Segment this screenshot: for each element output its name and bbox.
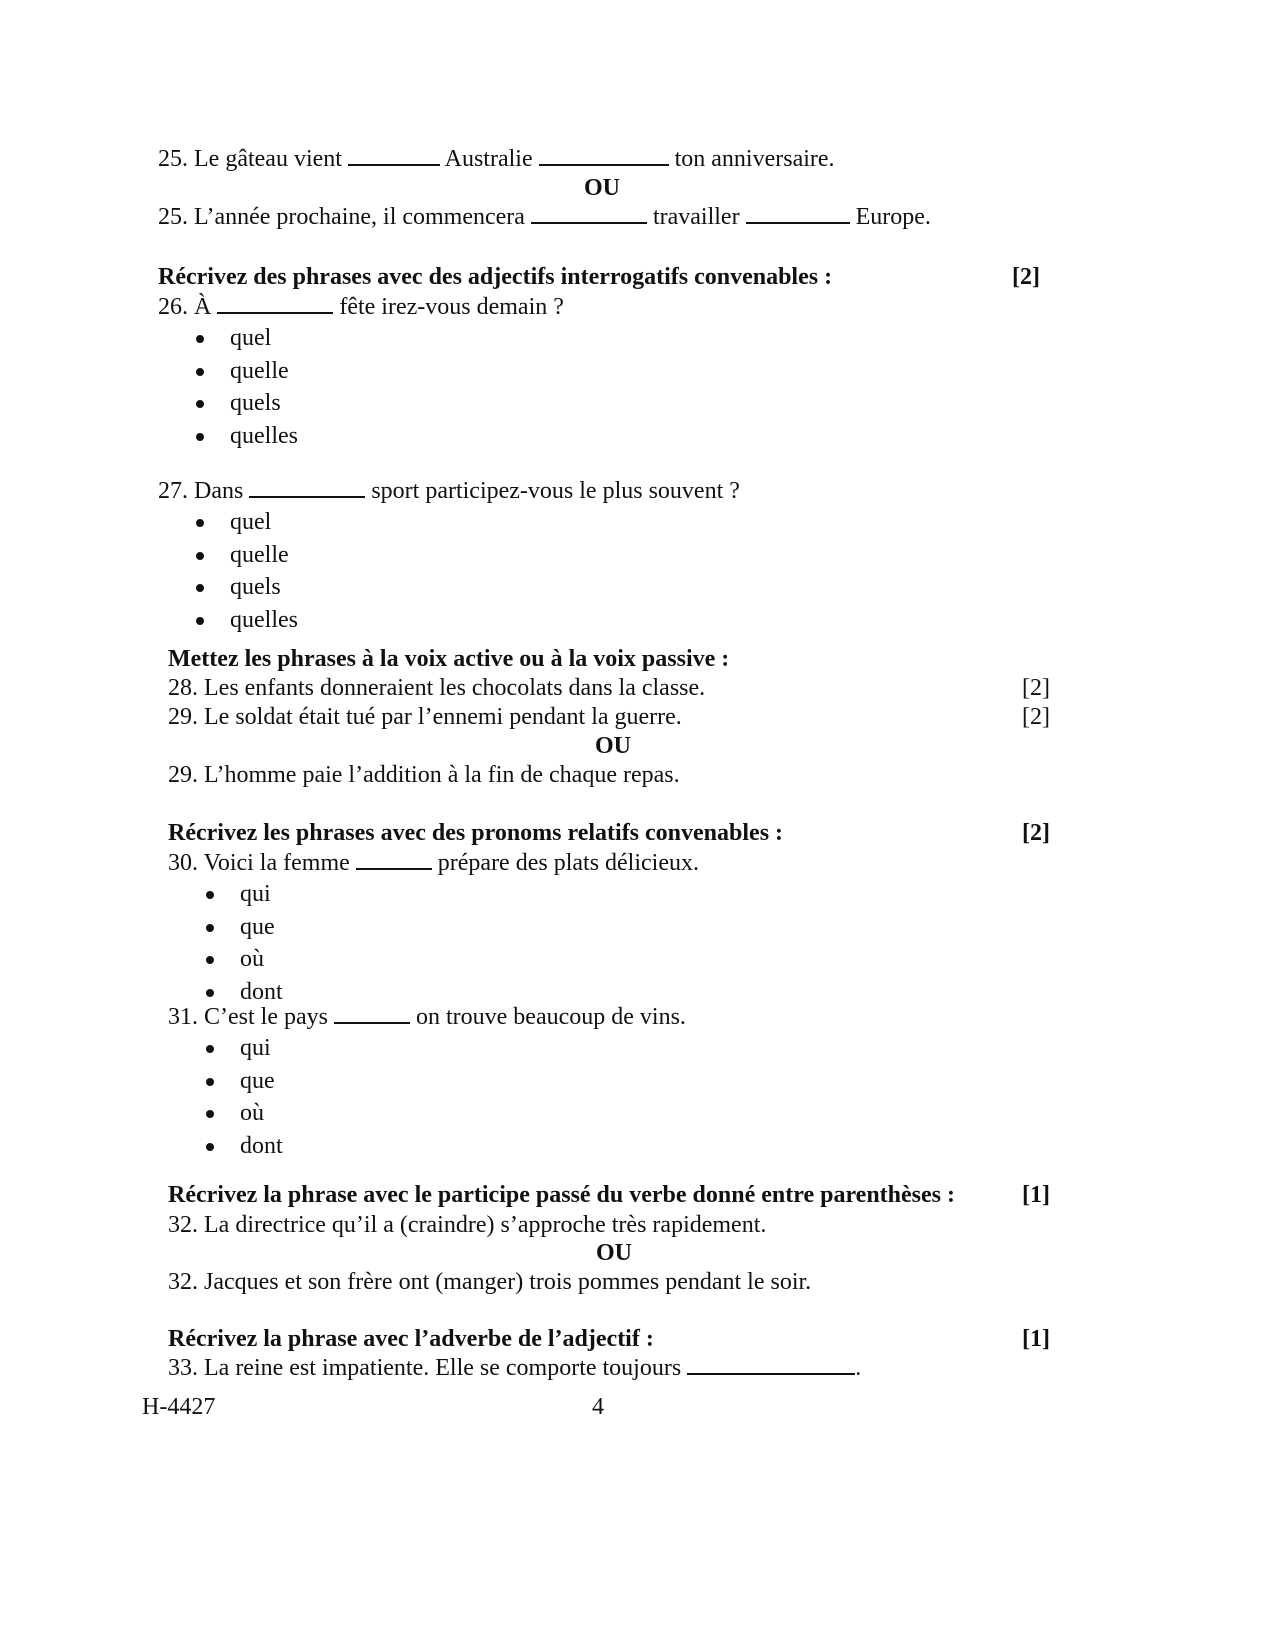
option-item[interactable]: que [202, 1066, 283, 1099]
answer-blank[interactable] [539, 163, 669, 166]
option-item[interactable]: quelles [192, 605, 298, 638]
section-heading-participe: Récrivez la phrase avec le participe passé du verbe donné entre parenthèses : [168, 1182, 955, 1208]
question-27: 27. Dans sport participez-vous le plus souvent ? [158, 478, 740, 504]
marks-badge: [2] [1022, 675, 1050, 701]
answer-blank[interactable] [356, 867, 432, 870]
answer-blank[interactable] [687, 1372, 855, 1375]
question-28: 28. Les enfants donneraient les chocolats dans la classe. [168, 675, 706, 701]
or-divider: OU [584, 175, 620, 201]
marks-badge: [2] [1022, 820, 1050, 846]
answer-blank[interactable] [348, 163, 440, 166]
question-25a: 25. Le gâteau vient Australie ton anniversaire. [158, 146, 835, 172]
marks-badge: [2] [1022, 704, 1050, 730]
option-item[interactable]: que [202, 912, 283, 945]
option-item[interactable]: quels [192, 388, 298, 421]
marks-badge: [1] [1022, 1326, 1050, 1352]
option-item[interactable]: où [202, 944, 283, 977]
answer-blank[interactable] [217, 311, 333, 314]
option-item[interactable]: quelle [192, 356, 298, 389]
or-divider: OU [596, 1240, 632, 1266]
section-heading-relatifs: Récrivez les phrases avec des pronoms relatifs convenables : [168, 820, 784, 846]
section-heading-interrogatifs: Récrivez des phrases avec des adjectifs interrogatifs convenables : [158, 264, 833, 290]
answer-blank[interactable] [249, 495, 365, 498]
question-29a: 29. Le soldat était tué par l’ennemi pendant la guerre. [168, 704, 682, 730]
answer-blank[interactable] [334, 1021, 410, 1024]
question-31: 31. C’est le pays on trouve beaucoup de vins. [168, 1004, 686, 1030]
option-item[interactable]: quelles [192, 421, 298, 454]
section-heading-adverbe: Récrivez la phrase avec l’adverbe de l’adjectif : [168, 1326, 654, 1352]
answer-blank[interactable] [531, 221, 647, 224]
answer-blank[interactable] [746, 221, 850, 224]
option-item[interactable]: qui [202, 1033, 283, 1066]
option-item[interactable]: dont [202, 1131, 283, 1164]
paper-code: H-4427 [142, 1394, 216, 1420]
question-29b: 29. L’homme paie l’addition à la fin de chaque repas. [168, 762, 680, 788]
marks-badge: [2] [1012, 264, 1040, 290]
option-item[interactable]: quelle [192, 540, 298, 573]
options-27 [192, 507, 298, 637]
section-heading-voix: Mettez les phrases à la voix active ou à la voix passive : [168, 646, 730, 672]
page-number: 4 [592, 1394, 604, 1420]
option-item[interactable]: quels [192, 572, 298, 605]
question-32b: 32. Jacques et son frère ont (manger) trois pommes pendant le soir. [168, 1269, 812, 1295]
option-item[interactable]: dont [202, 977, 283, 1010]
options-30 [202, 879, 283, 1009]
option-item[interactable]: quel [192, 323, 298, 356]
question-33: 33. La reine est impatiente. Elle se comporte toujours . [168, 1355, 862, 1381]
question-25b: 25. L’année prochaine, il commencera travailler Europe. [158, 204, 931, 230]
question-30: 30. Voici la femme prépare des plats délicieux. [168, 850, 699, 876]
marks-badge: [1] [1022, 1182, 1050, 1208]
question-26: 26. À fête irez-vous demain ? [158, 294, 564, 320]
options-26 [192, 323, 298, 453]
option-item[interactable]: quel [192, 507, 298, 540]
option-item[interactable]: où [202, 1098, 283, 1131]
options-31 [202, 1033, 283, 1163]
or-divider: OU [595, 733, 631, 759]
option-item[interactable]: qui [202, 879, 283, 912]
question-32a: 32. La directrice qu’il a (craindre) s’approche très rapidement. [168, 1212, 767, 1238]
